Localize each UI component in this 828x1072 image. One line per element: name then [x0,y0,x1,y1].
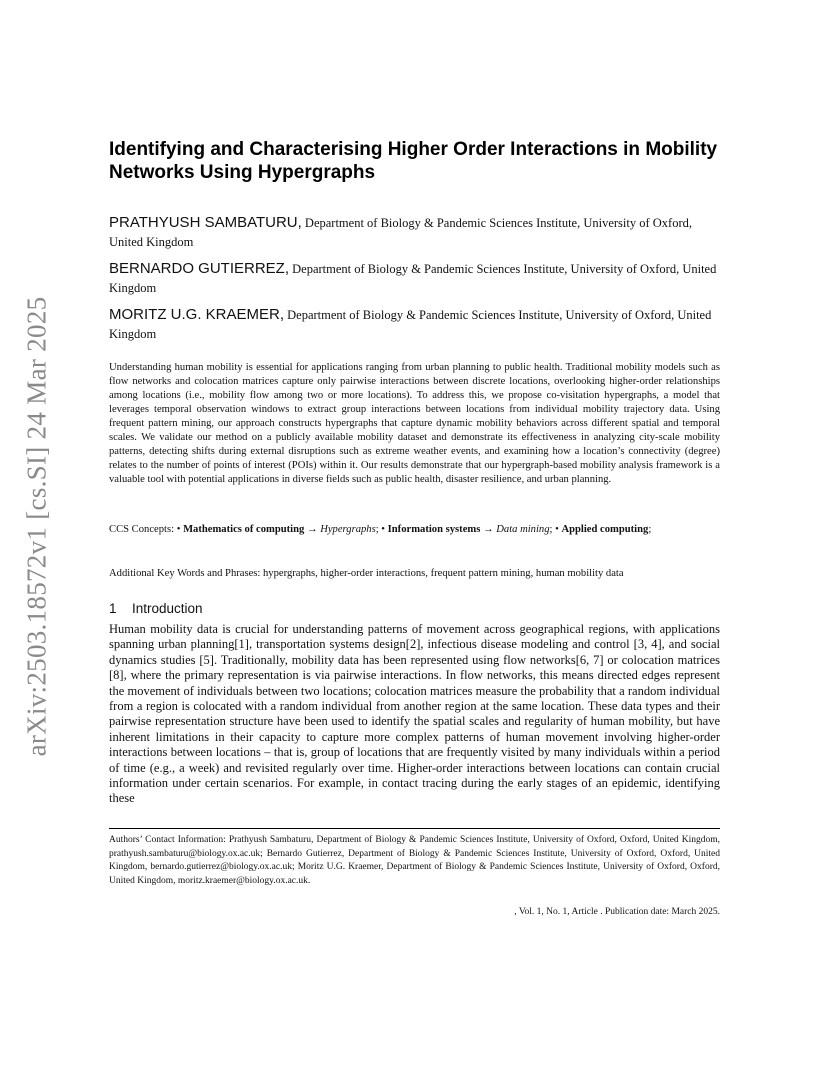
ccs-bullet: • [555,524,562,535]
author-block [109,213,720,252]
ccs-concept-term: Information systems [387,524,481,535]
author-name: BERNARDO GUTIERREZ, [109,260,290,277]
ccs-concept-term: Mathematics of computing [183,524,305,535]
author-affiliation: Department of Biology & Pandemic Sciences Institute, University of Oxford, United Kingdom [109,308,712,341]
ccs-separator: ; [375,524,382,535]
footnote-divider [109,828,720,829]
ccs-concepts [109,522,720,537]
ccs-end: ; [648,524,652,535]
author-name: MORITZ U.G. KRAEMER, [109,306,285,323]
abstract: Understanding human mobility is essential for applications ranging from urban planning to public health. Traditional mobility models such as flow networks and colocation matrices capture only pairwise interactions between discrete locations, overlooking higher-order relationships among locations (i.e., mobility flow among two or more locations). To address this, we propose co-visitation hypergraphs, a model that leverages temporal observation windows to extract group interactions between locations from individual mobility trajectory data. Using frequent pattern mining, our approach constructs hypergraphs that capture dynamic mobility behaviors across different spatial and temporal scales. We validate our method on a publicly available mobility dataset and demonstrate its effectiveness in analyzing city-scale mobility patterns, detecting shifts during external disruptions such as extreme weather events, and examining how a location’s connectivity (degree) relates to the number of points of interest (POIs) within it. Our results demonstrate that our hypergraph-based mobility analysis framework is a valuable tool with potential applications in diverse fields such as public health, disaster resilience, and urban planning. [109,362,720,485]
arxiv-identifier: arXiv:2503.18572v1 [cs.SI] 24 Mar 2025 [21,296,52,756]
introduction-paragraph: Human mobility data is crucial for understanding patterns of movement across geographical regions, with applications spanning urban planning[1], transportation systems design[2], infectious disease modeling and control [3, 4], and social dynamics studies [5]. Traditionally, mobility data has been represented using flow networks[6, 7] or colocation matrices [8], where the primary representation is via pairwise interactions. In flow networks, this means directed edges represent the movement of individuals between two locations; colocation matrices measure the probability that a random individual from a region is colocated with a random individual from another region at the same location. These data types and their pairwise representation structure have been used to identify the spatial scales and regularity of human mobility, but have inherent limitations in their capacity to capture more complex patterns of human movement involving higher-order interactions between locations – that is, group of locations that are frequently visited by many individuals within a period of time (e.g., a week) and revisited regularly over time. Higher-order interactions between locations can contain crucial information under certain scenarios. For example, in contact tracing during the early stages of an epidemic, identifying these [109,622,720,806]
ccs-separator: ; [549,524,556,535]
author-affiliation: Department of Biology & Pandemic Sciences Institute, University of Oxford, United Kingdom [109,216,692,249]
paper-title: Identifying and Characterising Higher Order Interactions in Mobility Networks Using Hypergraphs [109,139,718,183]
section-title: Introduction [132,601,203,616]
author-block [109,305,720,344]
author-name: PRATHYUSH SAMBATURU, [109,214,302,231]
ccs-arrow: → [480,524,497,535]
ccs-label: CCS Concepts: [109,524,177,535]
ccs-concept-subterm: Data mining [496,524,550,535]
section-heading [109,600,720,618]
author-contact-footnote: Authors’ Contact Information: Prathyush Sambaturu, Department of Biology & Pandemic Sciences Institute, University of Oxford, Oxford, United Kingdom, prathyush.sambaturu@biology.ox.ac.uk; Bernardo Gutierrez, Department of Biology & Pandemic Sciences Institute, University of Oxford, Oxford, United Kingdom, bernardo.gutierrez@biology.ox.ac.uk; Moritz U.G. Kraemer, Department of Biology & Pandemic Sciences Institute, University of Oxford, Oxford, United Kingdom, moritz.kraemer@biology.ox.ac.uk. [109,835,720,886]
ccs-bullet: • [381,524,388,535]
author-affiliation: Department of Biology & Pandemic Sciences Institute, University of Oxford, United Kingdom [109,262,717,295]
ccs-bullet: • [176,524,184,535]
ccs-concept-term: Applied computing [561,524,649,535]
running-footer: , Vol. 1, No. 1, Article . Publication date: March 2025. [514,907,720,917]
section-number: 1 [109,601,117,616]
ccs-arrow: → [304,524,321,535]
author-block [109,259,720,298]
arxiv-sidebar-stamp [22,295,52,757]
keywords: Additional Key Words and Phrases: hypergraphs, higher-order interactions, frequent pattern mining, human mobility data [109,568,624,579]
ccs-concept-subterm: Hypergraphs [320,524,376,535]
